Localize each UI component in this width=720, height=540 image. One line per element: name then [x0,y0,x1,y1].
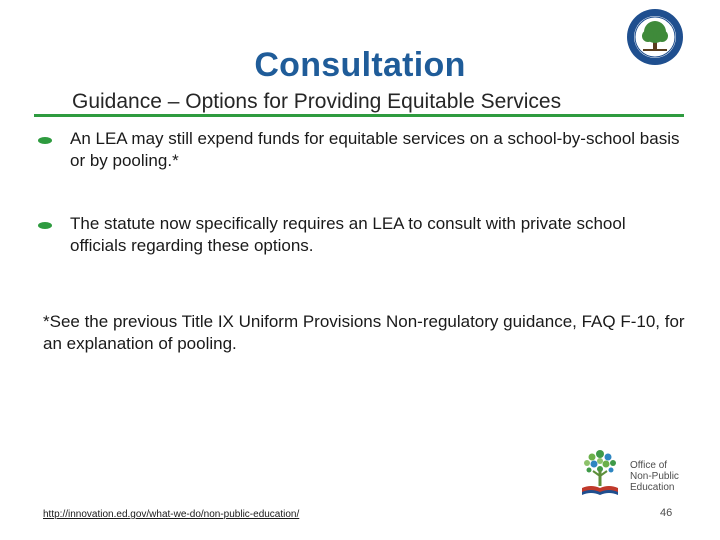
page-number: 46 [660,507,673,519]
slide-title: Consultation [254,46,466,84]
bullet-icon [38,222,52,229]
bullet-item [70,128,680,172]
bullet-item [70,213,680,257]
footer-link[interactable]: http://innovation.ed.gov/what-we-do/non-public-education/ [43,509,300,520]
slide-subtitle: Guidance – Options for Providing Equitable Services [72,90,562,113]
title-divider [34,114,684,117]
office-logo-text [630,460,679,493]
logo-line: Non-Public [630,471,679,482]
logo-line: Office of [630,460,668,471]
bullet-text: An LEA may still expend funds for equitable services on a school-by-school basis or by pooling.* [70,129,680,170]
office-logo-tree-icon [574,448,626,500]
footnote: *See the previous Title IX Uniform Provisions Non-regulatory guidance, FAQ F-10, for an explanation of pooling. [43,312,685,353]
bullet-icon [38,137,52,144]
logo-line: Education [630,482,675,493]
bullet-text: The statute now specifically requires an LEA to consult with private school officials regarding these options. [70,214,626,255]
